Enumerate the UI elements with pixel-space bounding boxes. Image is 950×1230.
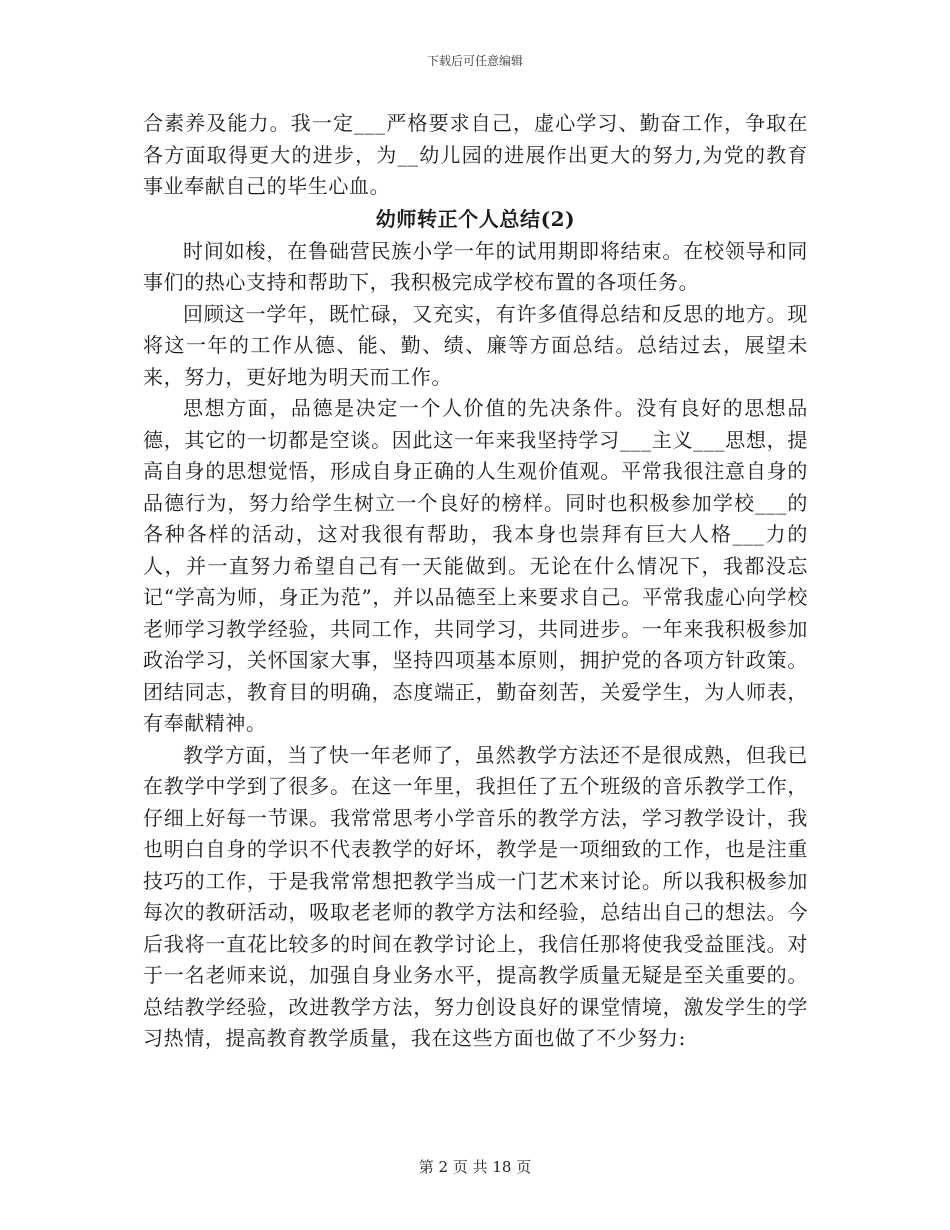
paragraph-teaching: 教学方面，当了快一年老师了，虽然教学方法还不是很成熟，但我已在教学中学到了很多。在这一年里，我担任了五个班级的音乐教学工作，仔细上好每一节课。我常常思考小学音乐的教学方法，学习教学设计，我也明白自身的学识不代表教学的好坏，教学是一项细致的工作，也是注重技巧的工作，于是我常常想把教学当成一门艺术来讨论。所以我积极参加每次的教研活动，吸取老老师的教学方法和经验，总结出自己的想法。今后我将一直花比较多的时间在教学讨论上，我信任那将使我受益匪浅。对于一名老师来说，加强自身业务水平，提高教学质量无疑是至关重要的。总结教学经验，改进教学方法，努力创设良好的课堂情境，激发学生的学习热情，提高教育教学质量，我在这些方面也做了不少努力: [143,742,808,1050]
page-footer: 第 2 页 共 18 页 [418,1158,532,1176]
paragraph-ideology: 思想方面，品德是决定一个人价值的先决条件。没有良好的思想品德，其它的一切都是空谈。因此这一年来我坚持学习___主义___思想，提高自身的思想觉悟，形成自身正确的人生观价值观。平常我很注意自身的品德行为，努力给学生树立一个良好的榜样。同时也积极参加学校___的各种各样的活动，这对我很有帮助，我本身也崇拜有巨大人格___力的人，并一直努力希望自己有一天能做到。无论在什么情况下，我都没忘记“学高为师，身正为范”，并以品德至上来要求自己。平常我虚心向学校老师学习教学经验，共同工作，共同学习，共同进步。一年来我积极参加政治学习，关怀国家大事，坚持四项基本原则，拥护党的各项方针政策。团结同志，教育目的明确，态度端正，勤奋刻苦，关爱学生，为人师表，有奉献精神。 [143,396,808,735]
document-body [143,108,808,1055]
continuation-paragraph: 合素养及能力。我一定___严格要求自己，虚心学习、勤奋工作，争取在各方面取得更大的进步，为__幼儿园的进展作出更大的努力,为党的教育事业奉献自己的毕生心血。 [143,111,808,198]
page-header: 下载后可任意编辑 [426,54,523,68]
section-title: 幼师转正个人总结(2) [375,206,576,231]
paragraph-review: 回顾这一学年，既忙碌，又充实，有许多值得总结和反思的地方。现将这一年的工作从德、能、勤、绩、廉等方面总结。总结过去，展望未来，努力，更好地为明天而工作。 [143,301,808,389]
paragraph-intro: 时间如梭，在鲁础营民族小学一年的试用期即将结束。在校领导和同事们的热心支持和帮助下，我积极完成学校布置的各项任务。 [143,238,808,294]
